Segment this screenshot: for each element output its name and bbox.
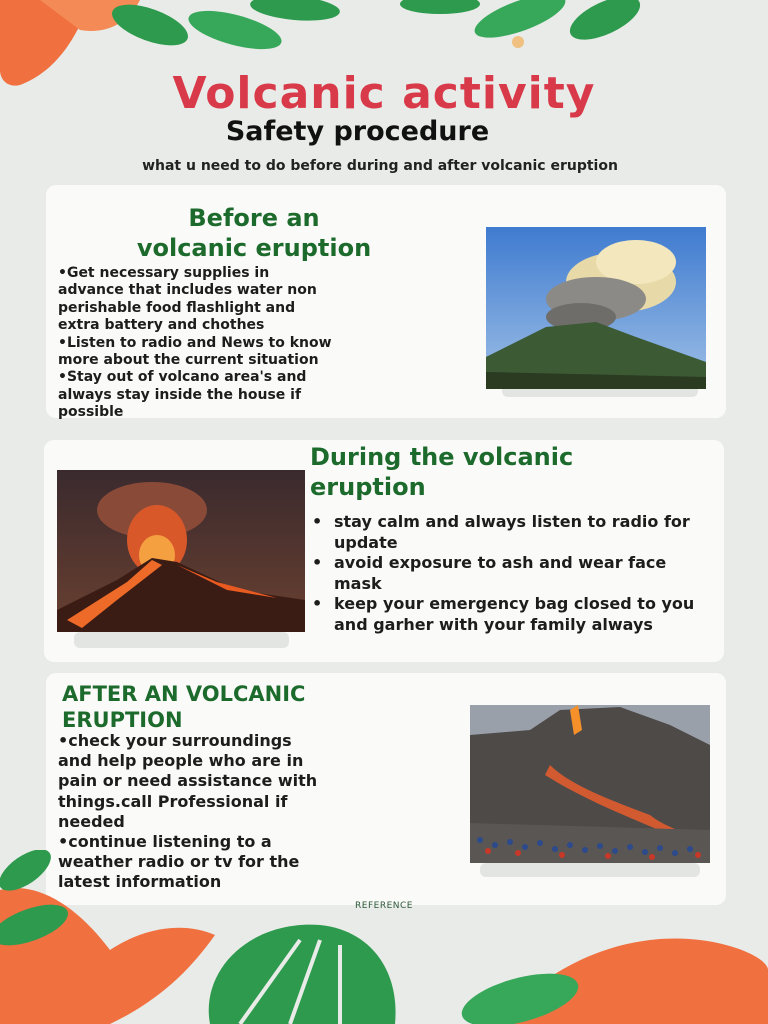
page-tagline: what u need to do before during and after volcanic eruption	[142, 158, 618, 174]
erupting-volcano-photo	[57, 470, 305, 632]
during-bullet-3: • keep your emergency bag closed to you and garher with your family always	[310, 594, 710, 635]
during-photo-shadow	[74, 632, 289, 648]
before-card	[46, 185, 726, 421]
lava-flow-crowd-photo	[470, 705, 710, 863]
green-leaf-top-3	[249, 0, 341, 24]
monstera-leaf-bottom	[209, 925, 396, 1024]
after-card-body: •check your surroundings and help people who are in pain or need assistance with things.call Professional if needed •continue listening to a weather radio or tv for the latest information	[58, 731, 318, 892]
volcano-ash-cloud-photo	[486, 227, 706, 389]
during-bullet-1: • stay calm and always listen to radio for update	[310, 512, 710, 553]
page-title: Volcanic activity	[172, 68, 596, 119]
before-card-title: Before an volcanic eruption	[136, 204, 372, 262]
during-card	[44, 440, 724, 662]
green-leaf-top-4	[400, 0, 480, 14]
green-leaf-top-6	[564, 0, 646, 49]
small-flower-top	[512, 36, 524, 48]
bottom-leaves-decoration	[0, 850, 768, 1024]
before-card-body: •Get necessary supplies in advance that includes water non perishable food flashlight and extra battery and chothes •Listen to radio and News to know more about the current situation •Stay out of volcano area's and always stay inside the house if possible	[58, 265, 332, 421]
page-subtitle: Safety procedure	[225, 116, 490, 147]
during-bullet-list	[310, 512, 710, 635]
green-leaf-top-1	[107, 0, 193, 54]
during-card-title: During the volcanic eruption	[310, 443, 574, 501]
after-card-title: AFTER AN VOLCANIC ERUPTION	[62, 682, 306, 732]
during-bullet-2: • avoid exposure to ash and wear face mask	[310, 553, 710, 594]
reference-link[interactable]: REFERENCE	[355, 901, 413, 911]
